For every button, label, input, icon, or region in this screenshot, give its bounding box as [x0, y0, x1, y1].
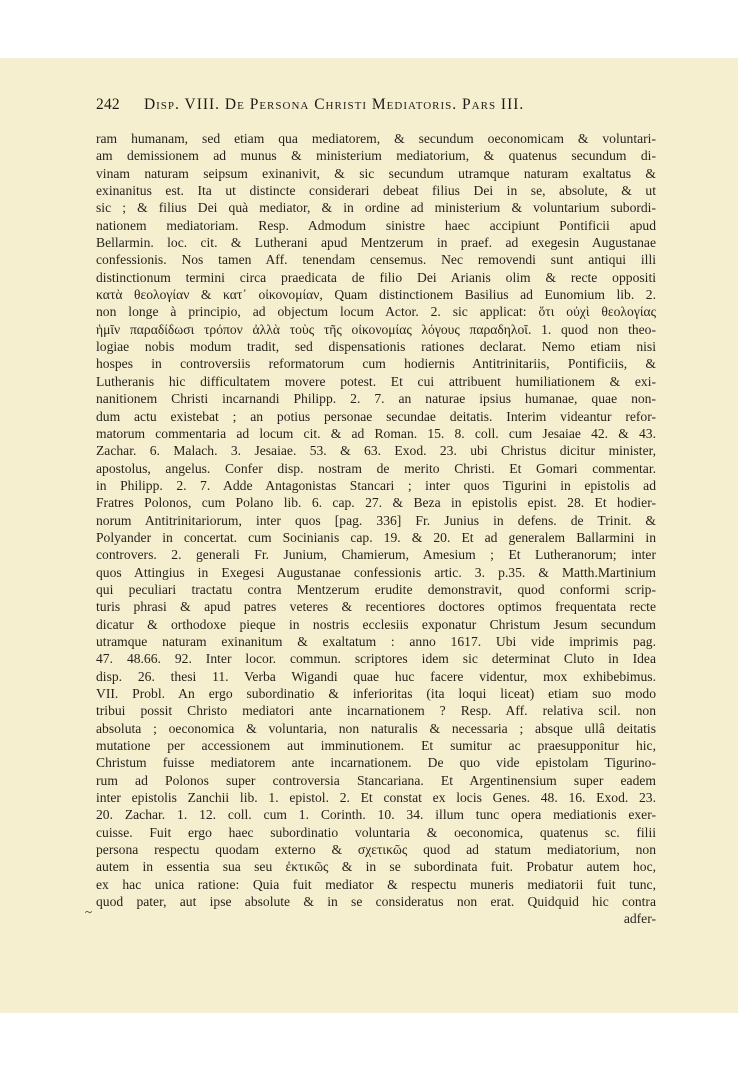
text-line: nationem mediatoriam. Resp. Admodum sinistre haec accipiunt Pontificii apud — [96, 217, 656, 233]
margin-mark: ~ — [85, 904, 93, 919]
body-text — [96, 130, 656, 928]
text-line: autem in essentia sua seu ἐκτικῶς & in se subordinata fuit. Probatur autem hoc, — [96, 859, 656, 875]
text-line: κατὰ θεολογίαν & κατ᾽ οἰκονομίαν, Quam distinctionem Basilius ad Eunomium lib. 2. — [96, 287, 656, 303]
text-line: apostolus, angelus. Confer disp. nostram de merito Christi. Et Gomari commentar. — [96, 460, 656, 476]
text-line: mutatione per accessionem aut imminutionem. Et sumitur ac praesupponitur hic, — [96, 738, 656, 754]
text-line: VII. Probl. An ergo subordinatio & inferioritas (ita loqui liceat) etiam suo modo — [96, 686, 656, 701]
text-line: distinctionum termini circa praedicata de filio Dei Arianis olim & recte oppositi — [96, 269, 656, 285]
text-line: in Philipp. 2. 7. Adde Antagonistas Stancari ; inter quos Tigurini in epistolis ad — [96, 477, 656, 493]
running-title: Disp. VIII. De Persona Christi Mediatoris. Pars III. — [143, 96, 525, 113]
text-line: cuisse. Fuit ergo haec subordinatio voluntaria & oeconomica, quatenus sc. filii — [96, 824, 656, 840]
text-line: confessionis. Nos tamen Aff. tenendam censemus. Nec removendi sunt antiqui illi — [96, 252, 656, 268]
text-line: non longe à principio, ad objectum locum Actor. 2. sic applicat: ὅτι οὐχὶ θεολογίας — [96, 304, 656, 320]
text-line: Christum fuisse mediatorem ante incarnationem. De quo vide epistolam Tigurino- — [96, 755, 656, 771]
text-line: matorum commentaria ad locum cit. & ad Roman. 15. 8. coll. cum Jesaiae 42. & 43. — [96, 425, 656, 441]
text-line: qui peculiari tractatu contra Mentzerum erudite demonstravit, quod conformi scrip- — [96, 581, 656, 597]
text-line: sic ; & filius Dei quà mediator, & in ordine ad ministerium & voluntarium subordi- — [96, 200, 656, 216]
text-line: hospes in controversiis reformatorum cum hodiernis Antitrinitariis, Pontificiis, & — [96, 356, 656, 372]
text-line: ex hac unica ratione: Quia fuit mediator & respectu muneris mediatorii fuit tunc, — [96, 876, 656, 892]
text-line: Fratres Polonos, cum Polano lib. 6. cap. 27. & Beza in epistolis epist. 28. Et hodier- — [96, 495, 656, 511]
text-line: vinam naturam seipsum exinanivit, & sic secundum utramque naturam exaltatus & — [96, 165, 656, 181]
text-line: Lutheranis hic difficultatem movere potest. Et cui attribuent humiliationem & exi- — [96, 373, 656, 389]
text-line: logiae nobis modum tradit, sed dispensationis rationes declarat. Nemo etiam nisi — [96, 339, 656, 355]
text-line: nanitionem Christi incarnandi Philipp. 2. 7. an naturae ipsius humanae, quae non- — [96, 391, 656, 407]
text-line: disp. 26. thesi 11. Verba Wigandi quae huc facere videntur, mox exhibebimus. — [96, 668, 656, 684]
text-line: quod pater, aut ipse absolute & in se consideratus non erat. Quidquid hic contra — [96, 894, 656, 910]
running-head — [96, 96, 656, 114]
text-line: absoluta ; oeconomica & voluntaria, non naturalis & necessaria ; absque ullâ deitatis — [96, 720, 656, 736]
text-line: tribui possit Christo mediatori ante incarnationem ? Resp. Aff. relativa scil. non — [96, 703, 656, 719]
text-line: ἡμῖν παραδίδωσι τρόπον ἀλλὰ τοὺς τῆς οἰκονομίας λόγους παραδηλοῖ. 1. quod non theo- — [96, 321, 656, 337]
text-line: dum actu existebat ; an potius personae secundae deitatis. Interim videantur refor- — [96, 408, 656, 424]
text-line: Zachar. 6. Malach. 3. Jesaiae. 53. & 63. Exod. 23. ubi Christus dicitur minister, — [96, 443, 656, 459]
text-line: exinanitus est. Ita ut distincte considerari debeat filius Dei in se, absolute, & ut — [96, 183, 656, 199]
page-number: 242 — [96, 96, 120, 113]
text-line: dicatur & orthodoxe pieque in nostris ecclesiis exponatur Christum Jesum secundum — [96, 616, 656, 632]
text-line: 47. 48.66. 92. Inter locor. commun. scriptores idem sic determinat Cluto in Idea — [96, 651, 656, 667]
text-line: am demissionem ad munus & ministerium mediatorium, & quatenus secundum di- — [96, 148, 656, 164]
text-line: controvers. 2. generali Fr. Junium, Chamierum, Amesium ; Et Lutheranorum; inter — [96, 547, 656, 563]
text-line: norum Antitrinitariorum, inter quos [pag. 336] Fr. Junius in defens. de Trinit. & — [96, 512, 656, 528]
text-line: utramque naturam exinanitum & exaltatum : anno 1617. Ubi vide imprimis pag. — [96, 633, 656, 649]
text-line: adfer- — [623, 911, 656, 927]
text-line: ram humanam, sed etiam qua mediatorem, & secundum oeconomicam & voluntari- — [96, 131, 656, 146]
book-page — [0, 58, 738, 1013]
text-line: turis phrasi & apud patres veteres & recentiores doctores optimos frequentata recte — [96, 599, 656, 615]
text-line: persona respectu quodam externo & σχετικῶς quod ad statum mediatorium, non — [96, 842, 656, 858]
text-line: rum ad Polonos super controversia Stancariana. Et Argentinensium super eadem — [96, 772, 656, 788]
text-line: inter epistolis Zanchii lib. 1. epistol. 2. Et constat ex locis Genes. 48. 16. Exod. 23. — [96, 790, 656, 806]
text-line: Polyander in concertat. cum Socinianis cap. 19. & 20. Et ad generalem Ballarmini in — [96, 529, 656, 545]
text-line: quos Attingius in Exegesi Augustanae confessionis artic. 3. p.35. & Matth.Martinium — [96, 564, 656, 580]
text-line: Bellarmin. loc. cit. & Lutherani apud Mentzerum in praef. ad exegesin Augustanae — [96, 235, 656, 251]
text-line: 20. Zachar. 1. 12. coll. cum 1. Corinth. 10. 34. illum tunc opera mediationis exer- — [96, 807, 656, 823]
